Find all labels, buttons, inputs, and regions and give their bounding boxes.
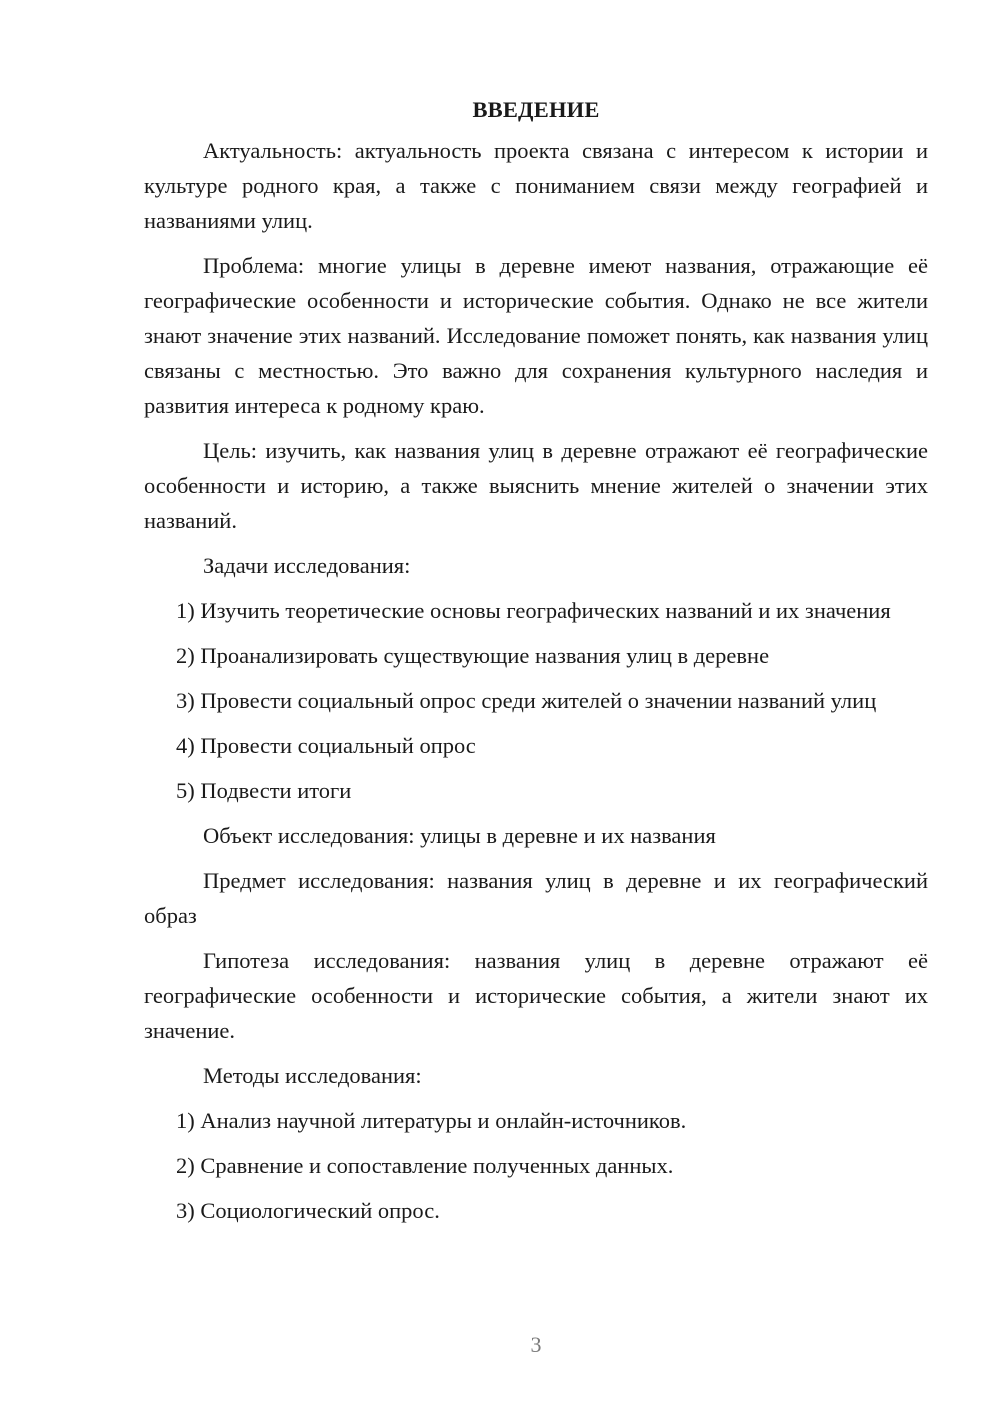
object-paragraph: Объект исследования: улицы в деревне и их названия bbox=[203, 823, 716, 848]
method-item: 3) Социологический опрос. bbox=[176, 1198, 440, 1223]
methods-title: Методы исследования: bbox=[203, 1063, 422, 1088]
tasks-title: Задачи исследования: bbox=[203, 553, 411, 578]
task-item: 4) Провести социальный опрос bbox=[176, 733, 476, 758]
method-item: 2) Сравнение и сопоставление полученных данных. bbox=[176, 1153, 674, 1178]
page-content bbox=[144, 92, 928, 1238]
subject-paragraph: Предмет исследования: названия улиц в деревне и их географический образ bbox=[144, 868, 928, 928]
task-item: 2) Проанализировать существующие названия улиц в деревне bbox=[176, 643, 770, 668]
relevance-paragraph: Актуальность: актуальность проекта связана с интересом к истории и культуре родного края, а также с пониманием связи между географией и названиями улиц. bbox=[144, 138, 928, 233]
goal-paragraph: Цель: изучить, как названия улиц в деревне отражают её географические особенности и историю, а также выяснить мнение жителей о значении этих названий. bbox=[144, 438, 928, 533]
task-item: 5) Подвести итоги bbox=[176, 778, 352, 803]
section-heading: ВВЕДЕНИЕ bbox=[472, 97, 600, 122]
page-number: 3 bbox=[530, 1332, 542, 1357]
task-item: 1) Изучить теоретические основы географических названий и их значения bbox=[176, 598, 891, 623]
problem-paragraph: Проблема: многие улицы в деревне имеют названия, отражающие её географические особенности и исторические события. Однако не все жители знают значение этих названий. Исследование поможет понять, как названия улиц связаны с местностью. Это важно для сохранения культурного наследия и развития интереса к родному краю. bbox=[144, 253, 928, 418]
method-item: 1) Анализ научной литературы и онлайн-источников. bbox=[176, 1108, 687, 1133]
task-item: 3) Провести социальный опрос среди жителей о значении названий улиц bbox=[176, 688, 877, 713]
hypothesis-paragraph: Гипотеза исследования: названия улиц в деревне отражают её географические особенности и исторические события, а жители знают их значение. bbox=[144, 948, 928, 1043]
